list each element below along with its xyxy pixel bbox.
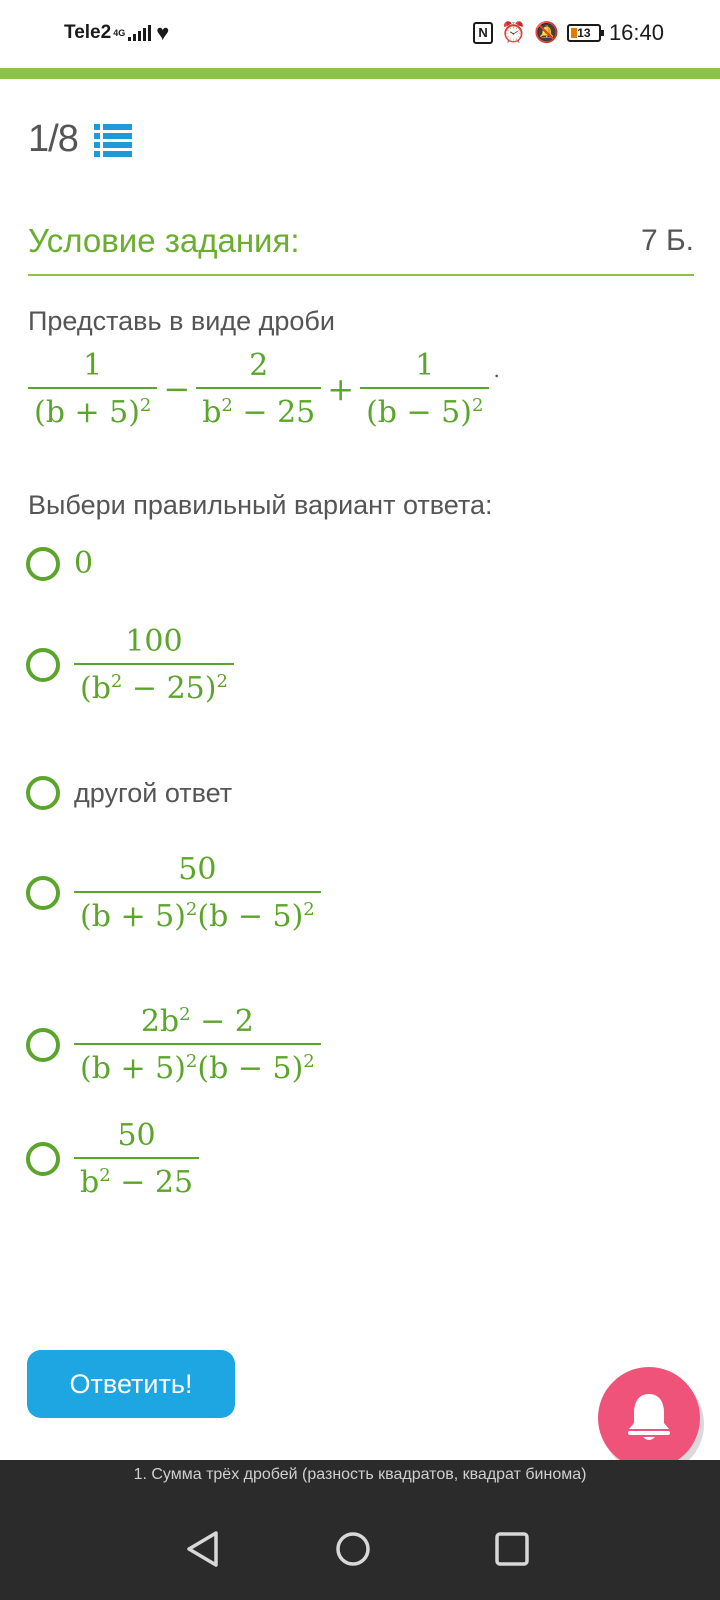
expression-end: .: [493, 358, 500, 382]
radio-button[interactable]: [26, 648, 60, 682]
answer-option-5[interactable]: [26, 1004, 321, 1086]
signal-icon: [128, 25, 151, 41]
battery-level: 13: [577, 26, 591, 40]
numerator: 2: [249, 348, 269, 383]
numerator: 1: [415, 348, 435, 383]
top-accent-strip: [0, 68, 720, 79]
progress-indicator: [28, 118, 132, 161]
question-prompt: Выбери правильный вариант ответа:: [28, 490, 493, 520]
numerator: 1: [83, 348, 103, 383]
task-expression: [28, 348, 500, 430]
plus-operator: +: [327, 370, 355, 408]
carrier-name: Tele2: [64, 22, 112, 43]
denominator: $(b - 5)^2$: [360, 387, 489, 430]
minus-operator: −: [163, 370, 191, 408]
status-bar: [0, 0, 720, 70]
answer-option-6[interactable]: [26, 1118, 199, 1200]
heart-icon: ♥: [156, 20, 170, 45]
radio-button[interactable]: [26, 1142, 60, 1176]
radio-button[interactable]: [26, 1028, 60, 1062]
answer-option-1[interactable]: [26, 546, 93, 581]
radio-button[interactable]: [26, 776, 60, 810]
answer-option-2[interactable]: [26, 624, 234, 706]
clock: 16:40: [608, 20, 664, 45]
option-fraction: $\frac{50}{(b + 5)^2(b - 5)^2}$: [74, 852, 321, 934]
option-fraction: $\frac{50}{b^2 - 25}$: [74, 1118, 199, 1200]
bell-icon: [624, 1391, 674, 1443]
fraction-term-2: [196, 348, 321, 430]
answer-option-3[interactable]: [26, 776, 232, 810]
mute-icon: 🔕: [534, 22, 559, 44]
recents-icon[interactable]: [494, 1530, 530, 1568]
list-icon[interactable]: [94, 124, 132, 156]
option-label: другой ответ: [74, 777, 233, 808]
fraction-term-1: [28, 348, 157, 430]
radio-button[interactable]: [26, 876, 60, 910]
system-icons: [473, 20, 664, 46]
topic-title: 1. Сумма трёх дробей (разность квадратов, квадрат бинома): [133, 1466, 587, 1483]
nfc-icon: N: [473, 22, 493, 44]
option-fraction: $\frac{2b^2 - 2}{(b + 5)^2(b - 5)^2}$: [74, 1004, 321, 1086]
progress-text: 1/8: [28, 118, 78, 160]
denominator: $(b + 5)^2$: [28, 387, 157, 430]
notification-button[interactable]: [598, 1367, 700, 1469]
alarm-icon: ⏰: [501, 22, 527, 44]
condition-title: Условие задания:: [28, 222, 300, 259]
footer-bar: [0, 1460, 720, 1600]
radio-button[interactable]: [26, 547, 60, 581]
back-icon[interactable]: [184, 1530, 220, 1568]
battery-icon: [567, 24, 601, 42]
answer-option-4[interactable]: [26, 852, 321, 934]
carrier-info: [64, 22, 169, 44]
denominator: $b^2 - 25$: [196, 387, 321, 430]
condition-header: [28, 218, 694, 276]
points-value: 7 Б.: [640, 224, 694, 257]
home-icon[interactable]: [334, 1530, 372, 1568]
option-label: 0: [74, 546, 94, 581]
option-fraction: $\frac{100}{(b^2 - 25)^2}$: [74, 624, 234, 706]
task-text: Представь в виде дроби: [28, 306, 335, 336]
network-type: 4G: [113, 28, 126, 38]
submit-button[interactable]: Ответить!: [27, 1350, 235, 1418]
fraction-term-3: [360, 348, 489, 430]
